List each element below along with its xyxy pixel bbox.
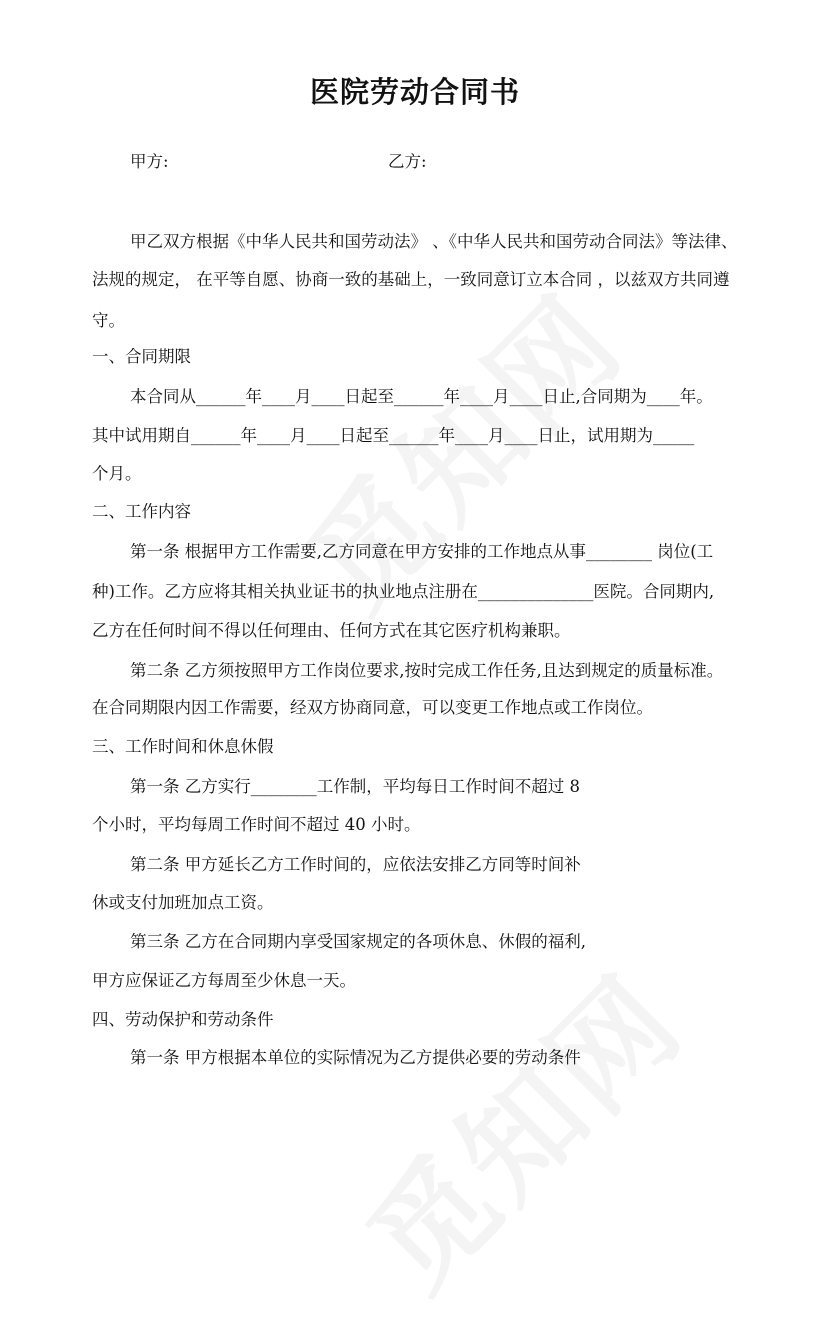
paragraph-line: 第二条 乙方须按照甲方工作岗位要求,按时完成工作任务,且达到规定的质量标准。 [130,661,724,680]
paragraph-line: 第一条 根据甲方工作需要,乙方同意在甲方安排的工作地点从事________ 岗位(工 [130,542,714,561]
paragraph-line: 休或支付加班加点工资。 [92,893,274,912]
paragraph-line: 个小时，平均每周工作时间不超过 40 小时。 [92,815,421,834]
party-a-label: 甲方: [130,152,169,171]
paragraph-line: 乙方在任何时间不得以任何理由、任何方式在其它医疗机构兼职。 [92,621,571,640]
paragraph-line: 第二条 甲方延长乙方工作时间的，应依法安排乙方同等时间补 [130,855,581,874]
paragraph-line: 第一条 乙方实行________工作制，平均每日工作时间不超过 8 [130,777,580,796]
paragraph-line: 第三条 乙方在合同期内享受国家规定的各项休息、休假的福利, [130,932,586,951]
section-heading: 三、工作时间和休息休假 [92,737,274,756]
paragraph-line: 本合同从______年____月____日起至______年____月____日止,合同期为____年。 [130,387,713,406]
paragraph-line: 在合同期限内因工作需要，经双方协商同意，可以变更工作地点或工作岗位。 [92,698,653,717]
section-heading: 一、合同期限 [92,347,191,366]
section-heading: 四、劳动保护和劳动条件 [92,1010,274,1029]
party-b-label: 乙方: [388,152,427,171]
paragraph-line: 种)工作。乙方应将其相关执业证书的执业地点注册在______________医院。合同期内, [92,582,715,601]
document-title: 医院劳动合同书 [309,75,520,109]
paragraph-line: 甲乙双方根据《中华人民共和国劳动法》 、《中华人民共和国劳动合同法》等法律、 [130,232,738,251]
section-heading: 二、工作内容 [92,502,191,521]
watermark [325,932,714,1320]
paragraph-line: 守。 [92,311,125,330]
paragraph-line: 法规的规定， 在平等自愿、协商一致的基础上，一致同意订立本合同 ，以兹双方共同遵 [92,270,730,289]
paragraph-line: 甲方应保证乙方每周至少休息一天。 [92,971,356,990]
paragraph-line: 第一条 甲方根据本单位的实际情况为乙方提供必要的劳动条件 [130,1048,581,1067]
paragraph-line: 其中试用期自______年____月____日起至______年____月____日止，试用期为_____ [92,426,695,445]
paragraph-line: 个月。 [92,464,142,483]
